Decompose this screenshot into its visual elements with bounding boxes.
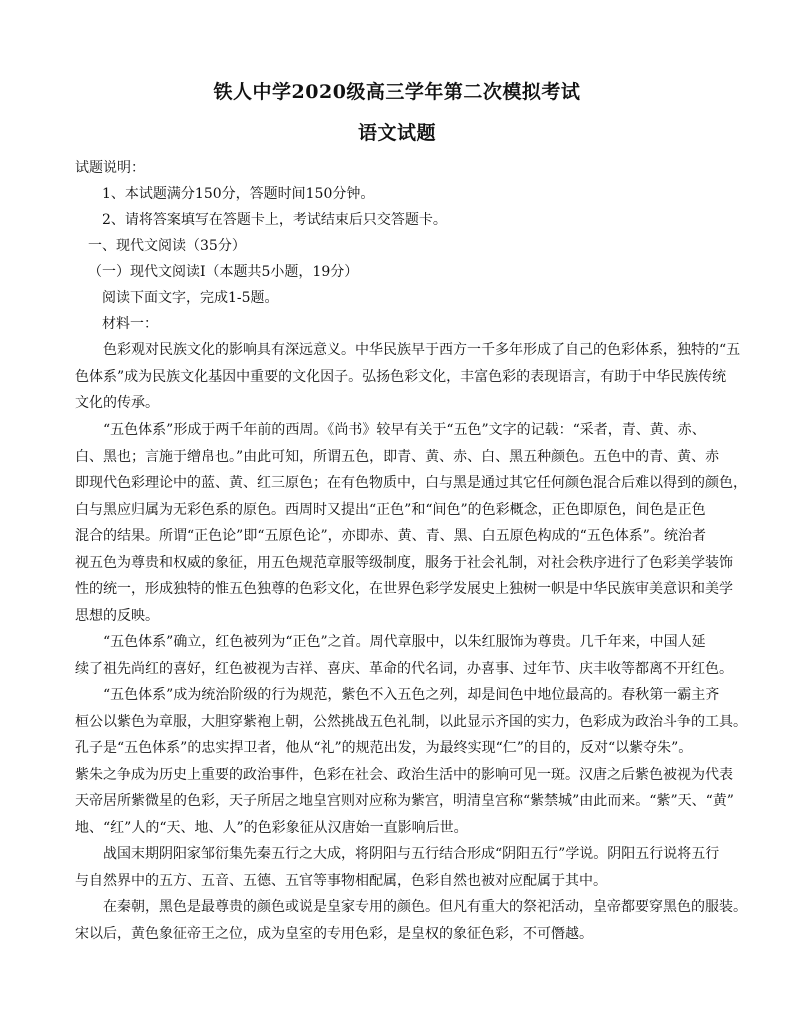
paragraph-line: 混合的结果。所谓“正色论”即“五原色论”，亦即赤、黄、青、黑、白五原色构成的“五色体系”。统治者 xyxy=(75,528,706,544)
reading-prompt: 阅读下面文字，完成1-5题。 xyxy=(102,290,279,306)
paragraph-line: 与自然界中的五方、五音、五德、五官等事物相配属，色彩自然也被对应配属于其中。 xyxy=(75,872,607,889)
exam-subtitle: 语文试题 xyxy=(357,122,436,144)
paragraph-line: 战国末期阴阳家邹衍集先秦五行之大成，将阴阳与五行结合形成“阴阳五行”学说。阴阳五行说将五行 xyxy=(103,846,720,862)
paragraph-line: 桓公以紫色为章服，大胆穿紫袍上朝，公然挑战五色礼制，以此显示齐国的实力，色彩成为政治斗争的工具。 xyxy=(75,713,747,730)
paragraph-line: 即现代色彩理论中的蓝、黄、红三原色；在有色物质中，白与黑是通过其它任何颜色混合后难以得到的颜色， xyxy=(75,475,747,491)
paragraph-line: 紫朱之争成为历史上重要的政治事件，色彩在社会、政治生活中的影响可见一斑。汉唐之后紫色被视为代表 xyxy=(75,766,733,783)
paragraph-line: 思想的反映。 xyxy=(75,607,159,624)
paragraph-line: 在秦朝，黑色是最尊贵的颜色或说是皇家专用的颜色。但凡有重大的祭祀活动，皇帝都要穿黑色的服装。 xyxy=(103,899,747,915)
exam-title: 铁人中学2020级高三学年第二次模拟考试 xyxy=(213,81,581,103)
paragraph-line: 天帝居所紫微星的色彩，天子所居之地皇宫则对应称为紫宫，明清皇宫称“紫禁城”由此而来。“紫”天、“黄” xyxy=(75,793,734,809)
paragraph-line: “五色体系”成为统治阶级的行为规范，紫色不入五色之列，却是间色中地位最高的。春秋第一霸主齐 xyxy=(103,687,720,703)
section-subtitle: （一）现代文阅读I（本题共5小题，19分） xyxy=(88,264,359,280)
paragraph-line: 白、黑也；言施于缯帛也。”由此可知，所谓五色，即青、黄、赤、白、黑五种颜色。五色中的青、黄、赤 xyxy=(75,448,720,465)
instruction-item-2: 2、请将答案填写在答题卡上，考试结束后只交答题卡。 xyxy=(102,212,447,228)
material-label: 材料一： xyxy=(102,316,158,332)
paragraph-line: 续了祖先尚红的喜好，红色被视为吉祥、喜庆、革命的代名词，办喜事、过年节、庆丰收等都离不开红色。 xyxy=(75,660,733,677)
paragraph-4 xyxy=(75,682,787,841)
paragraph-6 xyxy=(75,894,787,947)
paragraph-line: 文化的传承。 xyxy=(75,395,159,411)
paragraph-line: “五色体系”确立，红色被列为“正色”之首。周代章服中，以朱红服饰为尊贵。几千年来，中国人延 xyxy=(103,634,706,650)
section-title: 一、现代文阅读（35分） xyxy=(88,238,246,254)
paragraph-5 xyxy=(75,841,787,894)
paragraph-line: 性的统一，形成独特的惟五色独尊的色彩文化，在世界色彩学发展史上独树一帜是中华民族审美意识和美学 xyxy=(75,581,733,597)
instruction-item-1: 1、本试题满分150分，答题时间150分钟。 xyxy=(102,186,375,202)
instructions-heading: 试题说明： xyxy=(75,160,145,176)
paragraph-line: 视五色为尊贵和权威的象征，用五色规范章服等级制度，服务于社会礼制，对社会秩序进行了色彩美学装饰 xyxy=(75,554,733,571)
paragraph-line: 孔子是“五色体系”的忠实捍卫者，他从“礼”的规范出发，为最终实现“仁”的目的，反对“以紫夺朱”。 xyxy=(75,740,693,756)
paragraph-line: 色彩观对民族文化的影响具有深远意义。中华民族早于西方一千多年形成了自己的色彩体系，独特的“五 xyxy=(103,342,741,358)
paragraph-3 xyxy=(75,629,787,682)
paragraph-line: 色体系”成为民族文化基因中重要的文化因子。弘扬色彩文化，丰富色彩的表现语言，有助于中华民族传统 xyxy=(75,368,727,385)
paragraph-2 xyxy=(75,417,787,629)
paragraph-1 xyxy=(75,337,787,417)
paragraph-line: 地、“红”人的“天、地、人”的色彩象征从汉唐始一直影响后世。 xyxy=(75,819,468,836)
paragraph-line: 宋以后，黄色象征帝王之位，成为皇室的专用色彩，是皇权的象征色彩，不可僭越。 xyxy=(75,925,593,942)
paragraph-line: “五色体系”形成于两千年前的西周。《尚书》较早有关于“五色”文字的记载：“采者，青、黄、赤、 xyxy=(103,422,706,438)
paragraph-line: 白与黑应归属为无彩色系的原色。西周时又提出“正色”和“间色”的色彩概念，正色即原色，间色是正色 xyxy=(75,501,706,518)
